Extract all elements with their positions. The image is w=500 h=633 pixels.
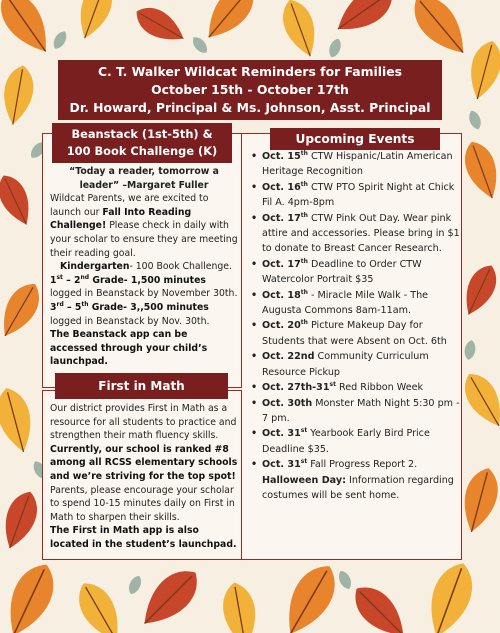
first-in-math-p3: Parents, please encourage your scholar to spend 10-15 minutes daily on First in Math to sharpen their skills. bbox=[50, 484, 235, 523]
beanstack-title-1: Beanstack (1st-5th) & bbox=[71, 127, 213, 141]
event-item: • Oct. 20th Picture Makeup Day for Students that were Absent on Oct. 6th bbox=[262, 318, 467, 349]
grades-1-2-goal: 1st – 2nd Grade- 1,500 minutes logged in Beanstack by November 30th. bbox=[50, 273, 238, 300]
beanstack-header bbox=[52, 123, 232, 163]
first-in-math-ranking: Currently, our school is ranked #8 among all RCSS elementary schools and we’re striving for the top spot! bbox=[50, 443, 238, 482]
title-line-1: C. T. Walker Wildcat Reminders for Families bbox=[97, 64, 403, 79]
beanstack-title-2: 100 Book Challenge (K) bbox=[66, 144, 218, 158]
event-item: • Oct. 18th - Miracle Mile Walk - The Augusta Commons 8am-11am. bbox=[262, 288, 467, 319]
beanstack-quote-1: “Today a reader, tomorrow a bbox=[69, 166, 219, 177]
event-item: • Oct. 27th-31st Red Ribbon Week bbox=[262, 380, 467, 395]
beanstack-quote-2: leader” –Margaret Fuller bbox=[79, 179, 209, 191]
fall-into-reading-challenge: Fall Into Reading Challenge! bbox=[50, 206, 192, 232]
title-banner bbox=[58, 60, 442, 120]
events-list bbox=[250, 149, 467, 503]
title-line-2: October 15th - October 17th bbox=[151, 82, 349, 97]
grades-3-5-goal: 3rd – 5th Grade- 3,,500 minutes logged in Beanstack by Nov. 30th. bbox=[50, 300, 210, 327]
first-in-math-p1: Our district provides First in Math as a resource for all students to practice and strengthen their math fluency skills. bbox=[50, 403, 237, 442]
first-in-math-header: First in Math bbox=[55, 373, 228, 399]
event-item: • Oct. 15th CTW Hispanic/Latin American Heritage Recognition bbox=[262, 149, 467, 180]
first-in-math-body bbox=[50, 402, 240, 552]
beanstack-intro: Wildcat Parents, we are excited to launch our Fall Into Reading Challenge! Please check in daily with your scholar to ensure they are meeting their reading goal. bbox=[50, 193, 238, 259]
upcoming-events-header: Upcoming Events bbox=[270, 128, 440, 150]
halloween-note: Halloween Day: Information regarding costumes will be sent home. bbox=[262, 474, 454, 501]
kindergarten-goal: Kindergarten- 100 Book Challenge. bbox=[60, 261, 232, 273]
event-item: • Oct. 31st Fall Progress Report 2. bbox=[262, 457, 467, 472]
beanstack-body bbox=[50, 165, 238, 369]
event-item: • Oct. 30th Monster Math Night 5:30 pm - 7 pm. bbox=[262, 396, 467, 427]
event-item: • Oct. 16th CTW PTO Spirit Night at Chick Fil A. 4pm-8pm bbox=[262, 180, 467, 211]
beanstack-app-note: The Beanstack app can be accessed through your child’s launchpad. bbox=[50, 329, 208, 368]
event-item: • Oct. 22nd Community Curriculum Resource Pickup bbox=[262, 349, 467, 380]
event-item: • Oct. 17th Deadline to Order CTW Watercolor Portrait $35 bbox=[262, 257, 467, 288]
event-item: • Oct. 17th CTW Pink Out Day. Wear pink attire and accessories. Please bring in $1 to donate to Breast Cancer Research. bbox=[262, 211, 467, 257]
first-in-math-app-note: The First in Math app is also located in the student’s launchpad. bbox=[50, 525, 237, 550]
title-line-3: Dr. Howard, Principal & Ms. Johnson, Asst. Principal bbox=[69, 100, 431, 115]
event-item: • Oct. 31st Yearbook Early Bird Price Deadline $35. bbox=[262, 426, 467, 457]
